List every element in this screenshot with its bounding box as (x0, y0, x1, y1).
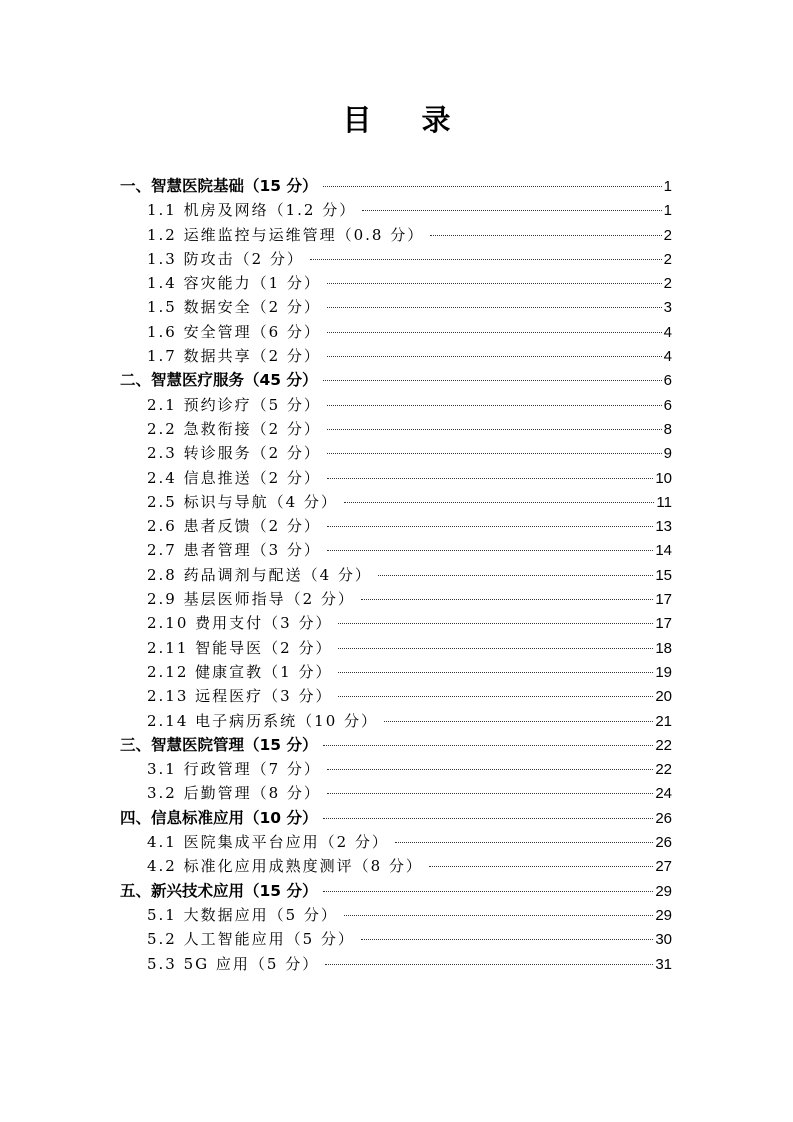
dot-leader (430, 235, 661, 236)
dot-leader (362, 210, 661, 211)
dot-leader (327, 429, 662, 430)
toc-page-number: 14 (655, 542, 672, 560)
toc-entry-label: 二、智慧医疗服务（45 分） (120, 371, 318, 390)
dot-leader (361, 599, 653, 600)
toc-section-entry[interactable] (120, 757, 672, 781)
toc-page-number: 3 (663, 299, 672, 317)
toc-section-entry[interactable] (120, 466, 672, 490)
toc-entry-label: 2.7 患者管理（3 分） (147, 541, 321, 560)
toc-page-number: 6 (663, 396, 672, 414)
toc-entry-label: 2.6 患者反馈（2 分） (147, 517, 321, 536)
toc-entry-label: 1.5 数据安全（2 分） (147, 298, 321, 317)
toc-entry-label: 1.6 安全管理（6 分） (147, 322, 321, 341)
toc-section-entry[interactable] (120, 271, 672, 295)
toc-section-entry[interactable] (120, 927, 672, 951)
toc-page-number: 26 (655, 834, 672, 852)
toc-entry-label: 2.5 标识与导航（4 分） (147, 492, 338, 511)
dot-leader (323, 186, 661, 187)
toc-page-number: 11 (656, 493, 672, 511)
toc-page-number: 1 (663, 202, 672, 220)
toc-section-entry[interactable] (120, 660, 672, 684)
toc-page-number: 19 (655, 663, 672, 681)
table-of-contents (120, 174, 672, 976)
toc-page-number: 18 (655, 639, 672, 657)
dot-leader (325, 964, 653, 965)
toc-entry-label: 1.7 数据共享（2 分） (147, 347, 321, 366)
toc-section-entry[interactable] (120, 636, 672, 660)
toc-chapter-entry[interactable] (120, 174, 672, 198)
toc-page-number: 21 (655, 712, 672, 730)
dot-leader (338, 623, 653, 624)
toc-entry-label: 3.1 行政管理（7 分） (147, 760, 321, 779)
toc-page-number: 10 (655, 469, 672, 487)
dot-leader (429, 866, 653, 867)
toc-page-number: 27 (655, 858, 672, 876)
toc-section-entry[interactable] (120, 587, 672, 611)
toc-entry-label: 4.1 医院集成平台应用（2 分） (147, 833, 389, 852)
toc-section-entry[interactable] (120, 344, 672, 368)
toc-section-entry[interactable] (120, 781, 672, 805)
toc-section-entry[interactable] (120, 952, 672, 976)
toc-section-entry[interactable] (120, 830, 672, 854)
toc-page-number: 2 (663, 250, 672, 268)
toc-page-number: 2 (663, 226, 672, 244)
dot-leader (310, 259, 662, 260)
dot-leader (338, 696, 653, 697)
dot-leader (327, 332, 662, 333)
toc-section-entry[interactable] (120, 490, 672, 514)
toc-entry-label: 2.14 电子病历系统（10 分） (147, 711, 379, 730)
dot-leader (327, 550, 653, 551)
dot-leader (327, 283, 662, 284)
toc-entry-label: 三、智慧医院管理（15 分） (120, 735, 318, 754)
toc-section-entry[interactable] (120, 563, 672, 587)
toc-page-number: 20 (655, 688, 672, 706)
toc-section-entry[interactable] (120, 295, 672, 319)
toc-section-entry[interactable] (120, 393, 672, 417)
toc-section-entry[interactable] (120, 684, 672, 708)
toc-page-number: 6 (663, 372, 672, 390)
dot-leader (378, 575, 653, 576)
toc-page-number: 22 (655, 736, 672, 754)
dot-leader (338, 648, 653, 649)
toc-page-number: 17 (655, 591, 672, 609)
dot-leader (323, 891, 653, 892)
toc-chapter-entry[interactable] (120, 806, 672, 830)
toc-entry-label: 2.11 智能导医（2 分） (147, 638, 333, 657)
toc-entry-label: 5.2 人工智能应用（5 分） (147, 930, 355, 949)
dot-leader (327, 769, 653, 770)
dot-leader (327, 453, 662, 454)
toc-page-number: 2 (663, 275, 672, 293)
dot-leader (327, 405, 662, 406)
dot-leader (338, 672, 653, 673)
toc-entry-label: 2.2 急救衔接（2 分） (147, 419, 321, 438)
toc-page-number: 8 (663, 420, 672, 438)
toc-entry-label: 2.1 预约诊疗（5 分） (147, 395, 321, 414)
dot-leader (327, 793, 653, 794)
toc-page-number: 1 (663, 178, 672, 195)
toc-chapter-entry[interactable] (120, 733, 672, 757)
toc-entry-label: 2.9 基层医师指导（2 分） (147, 590, 355, 609)
toc-page-number: 31 (655, 955, 672, 973)
dot-leader (323, 380, 661, 381)
toc-entry-label: 一、智慧医院基础（15 分） (120, 177, 318, 195)
toc-entry-label: 2.13 远程医疗（3 分） (147, 687, 333, 706)
toc-page-number: 26 (655, 809, 672, 827)
toc-page-number: 15 (655, 566, 672, 584)
toc-entry-label: 四、信息标准应用（10 分） (120, 808, 318, 827)
toc-section-entry[interactable] (120, 611, 672, 635)
toc-entry-label: 5.3 5G 应用（5 分） (147, 954, 320, 973)
toc-section-entry[interactable] (120, 417, 672, 441)
toc-section-entry[interactable] (120, 320, 672, 344)
toc-chapter-entry[interactable] (120, 368, 672, 392)
toc-entry-label: 1.4 容灾能力（1 分） (147, 274, 321, 293)
toc-page-number: 13 (655, 518, 672, 536)
toc-section-entry[interactable] (120, 223, 672, 247)
toc-page-number: 30 (655, 931, 672, 949)
title-char: 录 (421, 103, 451, 137)
toc-page-number: 29 (655, 882, 672, 900)
toc-entry-label: 2.10 费用支付（3 分） (147, 614, 333, 633)
dot-leader (323, 745, 653, 746)
toc-page-number: 4 (663, 323, 672, 341)
toc-section-entry[interactable] (120, 198, 672, 222)
toc-chapter-entry[interactable] (120, 879, 672, 903)
toc-section-entry[interactable] (120, 903, 672, 927)
dot-leader (361, 939, 653, 940)
toc-section-entry[interactable] (120, 709, 672, 733)
toc-section-entry[interactable] (120, 538, 672, 562)
page-title (0, 98, 793, 139)
toc-entry-label: 2.3 转诊服务（2 分） (147, 444, 321, 463)
dot-leader (384, 721, 653, 722)
toc-page-number: 9 (663, 445, 672, 463)
dot-leader (327, 526, 653, 527)
dot-leader (327, 307, 662, 308)
toc-section-entry[interactable] (120, 514, 672, 538)
dot-leader (344, 915, 653, 916)
toc-entry-label: 五、新兴技术应用（15 分） (120, 881, 318, 900)
toc-entry-label: 4.2 标准化应用成熟度测评（8 分） (147, 857, 423, 876)
toc-page-number: 4 (663, 348, 672, 366)
dot-leader (395, 842, 653, 843)
toc-section-entry[interactable] (120, 441, 672, 465)
toc-entry-label: 1.1 机房及网络（1.2 分） (147, 201, 357, 220)
toc-entry-label: 1.3 防攻击（2 分） (147, 249, 304, 268)
toc-entry-label: 5.1 大数据应用（5 分） (147, 905, 338, 924)
toc-page-number: 29 (655, 906, 672, 924)
dot-leader (344, 502, 654, 503)
title-char: 目 (342, 103, 372, 137)
toc-entry-label: 2.4 信息推送（2 分） (147, 468, 321, 487)
dot-leader (323, 818, 653, 819)
toc-entry-label: 2.8 药品调剂与配送（4 分） (147, 565, 372, 584)
toc-section-entry[interactable] (120, 854, 672, 878)
dot-leader (327, 478, 653, 479)
toc-entry-label: 1.2 运维监控与运维管理（0.8 分） (147, 225, 425, 244)
toc-entry-label: 3.2 后勤管理（8 分） (147, 784, 321, 803)
toc-page-number: 24 (655, 785, 672, 803)
toc-page-number: 17 (655, 615, 672, 633)
toc-entry-label: 2.12 健康宣教（1 分） (147, 662, 333, 681)
toc-page-number: 22 (655, 761, 672, 779)
toc-section-entry[interactable] (120, 247, 672, 271)
dot-leader (327, 356, 662, 357)
